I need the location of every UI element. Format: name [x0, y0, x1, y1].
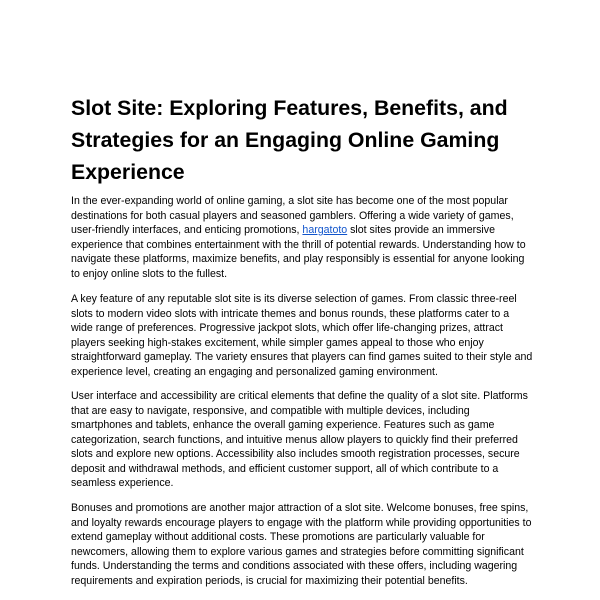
paragraph-intro-text-before-link: In the ever-expanding world of online gaming, a slot site has become one of the most popular destinations for both casual players and seasoned gamblers. Offering a wide variety of games, user-friendly interfaces, and enticing promotions,	[71, 195, 514, 236]
paragraph-game-selection: A key feature of any reputable slot site is its diverse selection of games. From classic three-reel slots to modern video slots with intricate themes and bonus rounds, these platforms cater to a wide range of preferences. Progressive jackpot slots, which offer life-changing prizes, attract players seeking high-stakes excitement, while simpler games appeal to those who enjoy straightforward gameplay. The variety ensures that players can find games suited to their style and experience level, creating an engaging and personalized gaming environment.	[71, 293, 533, 378]
paragraph-intro	[71, 194, 533, 281]
paragraph-bonuses: Bonuses and promotions are another major attraction of a slot site. Welcome bonuses, free spins, and loyalty rewards encourage players to engage with the platform while providing opportunities to extend gameplay without additional costs. These promotions are particularly valuable for newcomers, allowing them to explore various games and strategies before committing significant funds. Understanding the terms and conditions associated with these offers, including wagering requirements and expiration periods, is crucial for maximizing their potential benefits.	[71, 502, 532, 587]
paragraph-user-interface: User interface and accessibility are critical elements that define the quality of a slot site. Platforms that are easy to navigate, responsive, and compatible with multiple devices, including smartphones and tablets, enhance the overall gaming experience. Features such as game categorization, search functions, and intuitive menus allow players to quickly find their preferred slots and explore new options. Accessibility also includes smooth registration processes, secure deposit and withdrawal methods, and efficient customer support, all of which contribute to a seamless experience.	[71, 390, 528, 489]
hargatoto-link[interactable]: hargatoto	[302, 224, 348, 236]
paragraph-intro-text-after-link: slot sites provide an immersive experience that combines entertainment with the thrill of potential rewards. Understanding how to navigate these platforms, maximize benefits, and play responsibly is essential for anyone looking to enjoy online slots to the fullest.	[71, 224, 526, 280]
article-title: Slot Site: Exploring Features, Benefits, and Strategies for an Engaging Online Gaming Experience	[71, 96, 508, 184]
